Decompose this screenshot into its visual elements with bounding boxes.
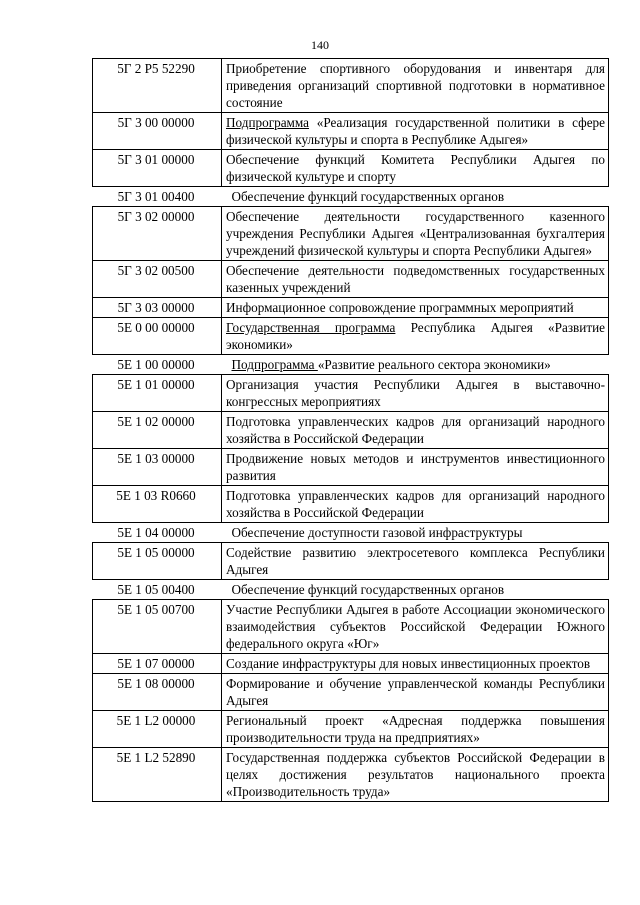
description-text: Информационное сопровождение программных мероприятий — [226, 300, 574, 315]
table-row — [93, 580, 609, 600]
classification-code: 5Е 1 01 00000 — [93, 375, 222, 412]
table-row — [93, 113, 609, 150]
description-text: Обеспечение функций государственных органов — [231, 582, 505, 597]
description-text: Государственная поддержка субъектов Российской Федерации в целях достижения результатов национального проекта «Производительность труда» — [226, 750, 605, 799]
description-text: Обеспечение доступности газовой инфраструктуры — [231, 525, 523, 540]
item-description — [222, 261, 609, 298]
classification-code: 5Е 1 02 00000 — [93, 412, 222, 449]
budget-classification-table — [92, 58, 609, 802]
classification-code: 5Г 3 02 00500 — [93, 261, 222, 298]
description-text: Участие Республики Адыгея в работе Ассоциации экономического взаимодействия субъектов Российской Федерации Южного федерального округа «Юг» — [226, 602, 605, 651]
item-description — [222, 711, 609, 748]
item-description — [222, 580, 609, 600]
item-description — [222, 207, 609, 261]
table-row — [93, 748, 609, 802]
item-description — [222, 412, 609, 449]
description-text: Подготовка управленческих кадров для организаций народного хозяйства в Российской Федерации — [226, 414, 605, 446]
table-row — [93, 187, 609, 207]
table-row — [93, 355, 609, 375]
item-description — [222, 748, 609, 802]
table-row — [93, 59, 609, 113]
item-description — [222, 600, 609, 654]
description-text: Приобретение спортивного оборудования и инвентаря для приведения организаций спортивной подготовки в нормативное состояние — [226, 61, 605, 110]
description-text: Продвижение новых методов и инструментов инвестиционного развития — [226, 451, 605, 483]
item-description — [222, 298, 609, 318]
description-text: Организация участия Республики Адыгея в выставочно-конгрессных мероприятиях — [226, 377, 605, 409]
item-description — [222, 375, 609, 412]
classification-code: 5Г 2 Р5 52290 — [93, 59, 222, 113]
classification-code: 5Е 1 05 00000 — [93, 543, 222, 580]
classification-code: 5Г 3 03 00000 — [93, 298, 222, 318]
table-row — [93, 261, 609, 298]
description-text: Формирование и обучение управленческой команды Республики Адыгея — [226, 676, 605, 708]
table-row — [93, 318, 609, 355]
item-description — [222, 59, 609, 113]
item-description — [222, 113, 609, 150]
item-description — [222, 355, 609, 375]
description-text: Подготовка управленческих кадров для организаций народного хозяйства в Российской Федерации — [226, 488, 605, 520]
description-text: Обеспечение функций государственных органов — [231, 189, 505, 204]
classification-code: 5Е 1 04 00000 — [93, 523, 222, 543]
table-row — [93, 711, 609, 748]
item-description — [222, 486, 609, 523]
table-row — [93, 674, 609, 711]
classification-code: 5Е 1 L2 00000 — [93, 711, 222, 748]
classification-code: 5Е 1 07 00000 — [93, 654, 222, 674]
table-row — [93, 298, 609, 318]
table-row — [93, 150, 609, 187]
classification-code: 5Е 1 05 00400 — [93, 580, 222, 600]
table-row — [93, 654, 609, 674]
item-description — [222, 187, 609, 207]
description-text: Обеспечение деятельности государственного казенного учреждения Республики Адыгея «Централизованная бухгалтерия учреждений физической культуры и спорта Республики Адыгея» — [226, 209, 605, 258]
item-description — [222, 523, 609, 543]
table-row — [93, 375, 609, 412]
table-row — [93, 207, 609, 261]
classification-code: 5Е 1 05 00700 — [93, 600, 222, 654]
description-text: Создание инфраструктуры для новых инвестиционных проектов — [226, 656, 591, 671]
table-row — [93, 412, 609, 449]
item-description — [222, 674, 609, 711]
program-type-label: Подпрограмма — [231, 357, 318, 372]
classification-code: 5Е 1 00 00000 — [93, 355, 222, 375]
description-text: Обеспечение функций Комитета Республики Адыгея по физической культуре и спорту — [226, 152, 605, 184]
table-row — [93, 486, 609, 523]
item-description — [222, 318, 609, 355]
classification-code: 5Е 0 00 00000 — [93, 318, 222, 355]
description-text: Обеспечение деятельности подведомственных государственных казенных учреждений — [226, 263, 605, 295]
table-row — [93, 523, 609, 543]
table-row — [93, 543, 609, 580]
classification-code: 5Е 1 08 00000 — [93, 674, 222, 711]
item-description — [222, 543, 609, 580]
program-type-label: Государственная программа — [226, 320, 396, 335]
classification-code: 5Е 1 L2 52890 — [93, 748, 222, 802]
classification-code: 5Г 3 01 00400 — [93, 187, 222, 207]
table-body — [93, 59, 609, 802]
classification-code: 5Г 3 02 00000 — [93, 207, 222, 261]
classification-code: 5Г 3 01 00000 — [93, 150, 222, 187]
table-row — [93, 449, 609, 486]
table-row — [93, 600, 609, 654]
description-text: «Развитие реального сектора экономики» — [317, 357, 551, 372]
page-number: 140 — [311, 38, 329, 52]
item-description — [222, 449, 609, 486]
description-text: «Реализация государственной политики в сфере физической культуры и спорта в Республике Адыгея» — [226, 115, 605, 147]
classification-code: 5Г 3 00 00000 — [93, 113, 222, 150]
classification-code: 5Е 1 03 00000 — [93, 449, 222, 486]
description-text: Республика Адыгея «Развитие экономики» — [226, 320, 605, 352]
classification-code: 5Е 1 03 R0660 — [93, 486, 222, 523]
item-description — [222, 150, 609, 187]
item-description — [222, 654, 609, 674]
program-type-label: Подпрограмма — [226, 115, 310, 130]
description-text: Содействие развитию электросетевого комплекса Республики Адыгея — [226, 545, 605, 577]
description-text: Региональный проект «Адресная поддержка повышения производительности труда на предприятиях» — [226, 713, 605, 745]
